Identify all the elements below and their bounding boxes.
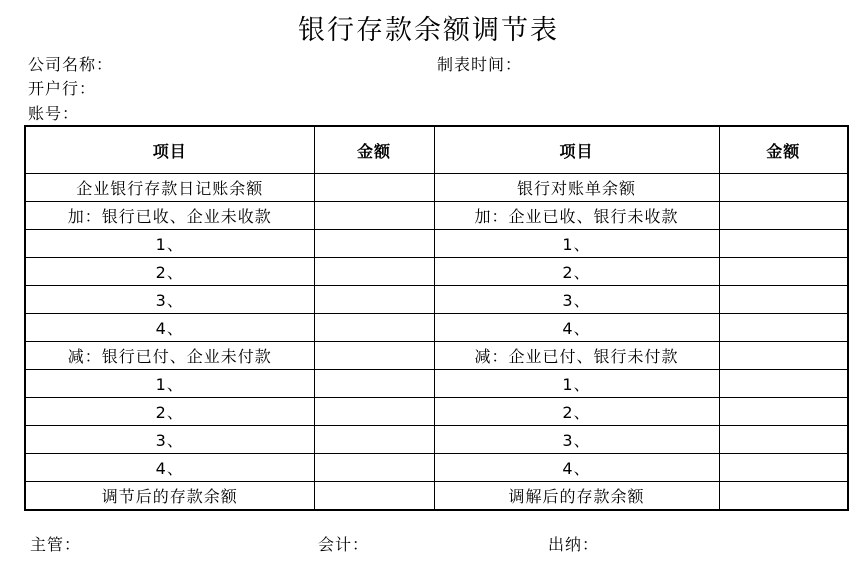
table-row bbox=[25, 314, 848, 342]
row-label-left: 减：银行已付、企业未付款 bbox=[25, 342, 314, 370]
amount-cell-right[interactable] bbox=[719, 230, 848, 258]
bank-label: 开户行： bbox=[28, 79, 97, 98]
row-label-left: 加：银行已收、企业未收款 bbox=[25, 202, 314, 230]
company-name-label: 公司名称： bbox=[28, 55, 114, 74]
row-label-right: 银行对账单余额 bbox=[434, 174, 719, 202]
row-label-right: 1、 bbox=[434, 230, 719, 258]
row-label-right: 调解后的存款余额 bbox=[434, 482, 719, 511]
amount-cell-right[interactable] bbox=[719, 482, 848, 511]
reconciliation-table bbox=[24, 125, 849, 511]
table-header-row bbox=[25, 126, 848, 174]
table-row bbox=[25, 230, 848, 258]
table-row bbox=[25, 482, 848, 511]
row-label-left: 3、 bbox=[25, 286, 314, 314]
row-label-right: 4、 bbox=[434, 314, 719, 342]
row-label-right: 4、 bbox=[434, 454, 719, 482]
row-label-left: 2、 bbox=[25, 398, 314, 426]
row-label-left: 调节后的存款余额 bbox=[25, 482, 314, 511]
table-row bbox=[25, 174, 848, 202]
table-row bbox=[25, 258, 848, 286]
amount-cell-right[interactable] bbox=[719, 342, 848, 370]
row-label-right: 1、 bbox=[434, 370, 719, 398]
amount-cell-left[interactable] bbox=[314, 202, 434, 230]
row-label-left: 2、 bbox=[25, 258, 314, 286]
row-label-left: 1、 bbox=[25, 230, 314, 258]
amount-cell-right[interactable] bbox=[719, 202, 848, 230]
amount-cell-left[interactable] bbox=[314, 230, 434, 258]
table-row bbox=[25, 286, 848, 314]
amount-cell-left[interactable] bbox=[314, 286, 434, 314]
row-label-right: 加：企业已收、银行未收款 bbox=[434, 202, 719, 230]
amount-cell-right[interactable] bbox=[719, 398, 848, 426]
amount-cell-right[interactable] bbox=[719, 426, 848, 454]
column-header-item-left: 项目 bbox=[25, 126, 314, 174]
amount-cell-right[interactable] bbox=[719, 286, 848, 314]
supervisor-signature-label: 主管： bbox=[30, 535, 82, 554]
table-row bbox=[25, 202, 848, 230]
row-label-right: 3、 bbox=[434, 426, 719, 454]
table-row bbox=[25, 342, 848, 370]
table-row bbox=[25, 426, 848, 454]
amount-cell-right[interactable] bbox=[719, 174, 848, 202]
cashier-signature-label: 出纳： bbox=[548, 535, 600, 554]
accountant-signature-label: 会计： bbox=[318, 535, 370, 554]
row-label-left: 1、 bbox=[25, 370, 314, 398]
amount-cell-left[interactable] bbox=[314, 370, 434, 398]
table-row bbox=[25, 454, 848, 482]
row-label-left: 4、 bbox=[25, 314, 314, 342]
amount-cell-left[interactable] bbox=[314, 482, 434, 511]
amount-cell-right[interactable] bbox=[719, 314, 848, 342]
make-time-label: 制表时间： bbox=[437, 55, 523, 74]
amount-cell-right[interactable] bbox=[719, 258, 848, 286]
amount-cell-left[interactable] bbox=[314, 258, 434, 286]
row-label-right: 减：企业已付、银行未付款 bbox=[434, 342, 719, 370]
column-header-item-right: 项目 bbox=[434, 126, 719, 174]
amount-cell-right[interactable] bbox=[719, 454, 848, 482]
account-label: 账号： bbox=[28, 104, 80, 123]
table-row bbox=[25, 370, 848, 398]
amount-cell-left[interactable] bbox=[314, 454, 434, 482]
column-header-amount-right: 金额 bbox=[719, 126, 848, 174]
amount-cell-left[interactable] bbox=[314, 426, 434, 454]
amount-cell-left[interactable] bbox=[314, 398, 434, 426]
row-label-left: 4、 bbox=[25, 454, 314, 482]
row-label-right: 3、 bbox=[434, 286, 719, 314]
row-label-right: 2、 bbox=[434, 398, 719, 426]
row-label-right: 2、 bbox=[434, 258, 719, 286]
amount-cell-left[interactable] bbox=[314, 342, 434, 370]
document-title: 银行存款余额调节表 bbox=[298, 15, 559, 46]
amount-cell-right[interactable] bbox=[719, 370, 848, 398]
row-label-left: 3、 bbox=[25, 426, 314, 454]
amount-cell-left[interactable] bbox=[314, 174, 434, 202]
amount-cell-left[interactable] bbox=[314, 314, 434, 342]
table-row bbox=[25, 398, 848, 426]
row-label-left: 企业银行存款日记账余额 bbox=[25, 174, 314, 202]
column-header-amount-left: 金额 bbox=[314, 126, 434, 174]
